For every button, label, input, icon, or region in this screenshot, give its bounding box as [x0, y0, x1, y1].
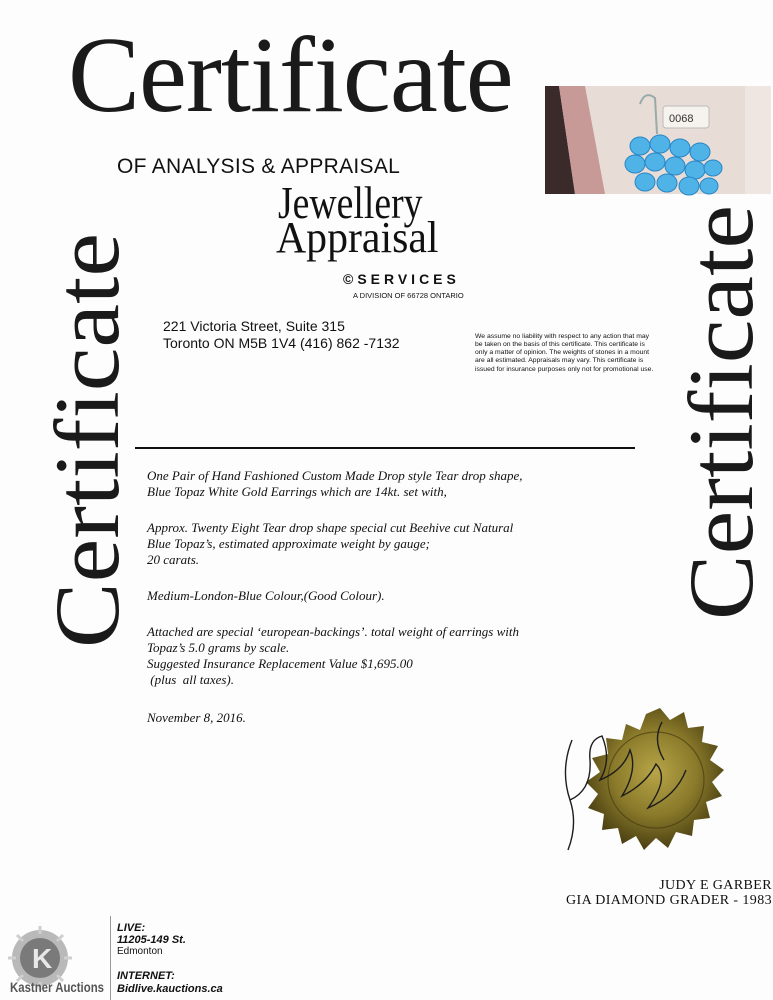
- vertical-certificate-right-text: Certificate: [670, 231, 772, 620]
- description-line: 20 carats.: [147, 552, 199, 567]
- live-address: 11205-149 St.: [117, 934, 186, 946]
- certificate-subtitle: OF ANALYSIS & APPRAISAL: [117, 155, 401, 178]
- seal-starburst: [586, 708, 724, 850]
- certificate-date: November 8, 2016.: [147, 710, 246, 725]
- photo-tag-text: 0068: [669, 113, 694, 125]
- earrings-photo: [545, 86, 771, 194]
- brand-division: A DIVISION OF 66728 ONTARIO: [353, 291, 464, 300]
- taxes-line: (plus all taxes).: [147, 672, 235, 687]
- vertical-certificate-right: [664, 200, 772, 620]
- colour-line: Medium-London-Blue Colour,(Good Colour).: [147, 588, 385, 603]
- description-line: Attached are special ‘european-backings’. total weight of earrings with: [147, 624, 520, 639]
- kastner-auctions-logo: [6, 926, 106, 996]
- footer-divider: [110, 916, 111, 1000]
- earrings-photo-image: [545, 86, 771, 194]
- internet-url[interactable]: Bidlive.kauctions.ca: [117, 983, 223, 995]
- description-line: Approx. Twenty Eight Tear drop shape special cut Beehive cut Natural: [147, 520, 514, 535]
- address-line1: 221 Victoria Street, Suite 315: [163, 318, 345, 334]
- certificate-title: Certificate: [68, 16, 513, 135]
- internet-label: INTERNET:: [117, 970, 175, 982]
- description-line: Blue Topaz’s, estimated approximate weight by gauge;: [147, 536, 430, 551]
- live-label: LIVE:: [117, 922, 146, 934]
- logo-text: Kastner Auctions: [10, 979, 105, 995]
- gold-seal: [552, 700, 732, 870]
- brand-services: ©SERVICES: [343, 271, 460, 287]
- svg-text:K: K: [32, 943, 53, 974]
- description-line: Topaz’s 5.0 grams by scale.: [147, 640, 290, 655]
- insurance-value-line: Suggested Insurance Replacement Value $1,695.00: [147, 656, 413, 671]
- brand-name-line2: Appraisal: [276, 213, 439, 262]
- brand-name-line1: Jewellery: [278, 177, 423, 228]
- description-line: Blue Topaz White Gold Earrings which are 14kt. set with,: [147, 484, 447, 499]
- description-line: One Pair of Hand Fashioned Custom Made Drop style Tear drop shape,: [147, 468, 523, 483]
- vertical-certificate-left: [30, 228, 138, 648]
- live-city: Edmonton: [117, 946, 163, 957]
- appraiser-title: GIA DIAMOND GRADER - 1983: [566, 893, 772, 908]
- appraiser-name: JUDY E GARBER: [659, 878, 772, 893]
- divider-line: [135, 447, 635, 449]
- disclaimer-text: We assume no liability with respect to any action that may be taken on the basis of this certificate. This certificate is only a matter of opinion. The weights of stones in a mount are all estimated. Appraisals may vary. This certificate is issued for insurance purposes only not for promotional use.: [475, 333, 654, 373]
- vertical-certificate-left-text: Certificate: [36, 259, 138, 648]
- address-line2: Toronto ON M5B 1V4 (416) 862 -7132: [163, 335, 400, 351]
